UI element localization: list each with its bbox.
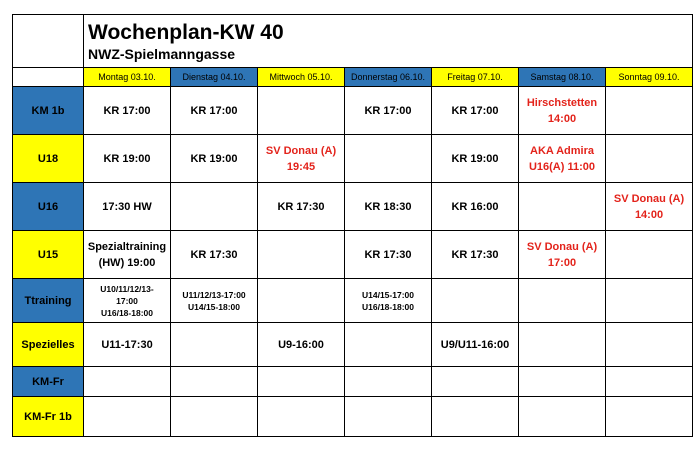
- cell-line: AKA Admira: [530, 144, 594, 157]
- title-row: [13, 15, 693, 68]
- schedule-cell: [519, 183, 606, 231]
- schedule-cell: [432, 397, 519, 437]
- schedule-cell: KR 17:30: [171, 231, 258, 279]
- schedule-cell: KR 18:30: [345, 183, 432, 231]
- schedule-cell: KR 17:30: [258, 183, 345, 231]
- day-header-4: Donnerstag 06.10.: [345, 68, 432, 87]
- cell-line: 14:00: [634, 208, 664, 221]
- schedule-cell: [606, 323, 693, 367]
- schedule-cell: [345, 397, 432, 437]
- day-header-row: [13, 68, 693, 87]
- row-label: KM-Fr: [13, 367, 84, 397]
- page-title: Wochenplan-KW 40: [88, 21, 284, 44]
- schedule-cell: [258, 135, 345, 183]
- schedule-cell: [519, 397, 606, 437]
- day-header-5: Freitag 07.10.: [432, 68, 519, 87]
- schedule-cell: KR 17:30: [432, 231, 519, 279]
- schedule-cell: KR 17:00: [84, 87, 171, 135]
- cell-line: U11/12/13-17:00: [182, 289, 246, 300]
- schedule-cell: 17:30 HW: [84, 183, 171, 231]
- cell-line: U10/11/12/13-: [100, 283, 154, 294]
- schedule-cell: [258, 231, 345, 279]
- schedule-cell: [606, 397, 693, 437]
- schedule-cell: KR 17:00: [432, 87, 519, 135]
- schedule-cell: [84, 231, 171, 279]
- schedule-cell: U11-17:30: [84, 323, 171, 367]
- row-label: KM 1b: [13, 87, 84, 135]
- schedule-cell: [606, 279, 693, 323]
- cell-line: (HW) 19:00: [98, 256, 156, 269]
- schedule-cell: KR 17:00: [171, 87, 258, 135]
- day-header-7: Sonntag 09.10.: [606, 68, 693, 87]
- schedule-cell: [519, 231, 606, 279]
- schedule-row: [13, 135, 693, 183]
- schedule-cell: [606, 87, 693, 135]
- schedule-row: [13, 231, 693, 279]
- cell-line: U14/15-18:00: [188, 301, 240, 312]
- day-header-3: Mittwoch 05.10.: [258, 68, 345, 87]
- schedule-row: [13, 279, 693, 323]
- schedule-cell: [519, 135, 606, 183]
- schedule-cell: KR 17:00: [345, 87, 432, 135]
- cell-line: Hirschstetten: [526, 96, 598, 109]
- day-header-corner: [13, 68, 84, 87]
- row-label: Ttraining: [13, 279, 84, 323]
- day-header-2: Dienstag 04.10.: [171, 68, 258, 87]
- cell-line: U16/18-18:00: [362, 301, 414, 312]
- schedule-row: [13, 323, 693, 367]
- schedule-cell: [258, 87, 345, 135]
- day-header-1: Montag 03.10.: [84, 68, 171, 87]
- cell-line: Spezialtraining: [87, 240, 167, 253]
- schedule-cell: [171, 279, 258, 323]
- day-header-6: Samstag 08.10.: [519, 68, 606, 87]
- cell-line: U14/15-17:00: [362, 289, 414, 300]
- schedule-cell: [84, 279, 171, 323]
- schedule-cell: KR 19:00: [432, 135, 519, 183]
- cell-line: SV Donau (A): [265, 144, 337, 157]
- page-subtitle: NWZ-Spielmanngasse: [88, 46, 236, 62]
- schedule-row: [13, 87, 693, 135]
- schedule-cell: [171, 183, 258, 231]
- schedule-cell: [606, 231, 693, 279]
- schedule-cell: [519, 367, 606, 397]
- schedule-cell: U9-16:00: [258, 323, 345, 367]
- row-label: U16: [13, 183, 84, 231]
- title-cell: [84, 15, 693, 68]
- schedule-cell: [171, 323, 258, 367]
- schedule-cell: [432, 367, 519, 397]
- cell-line: 14:00: [547, 112, 577, 125]
- schedule-cell: [345, 279, 432, 323]
- schedule-cell: [519, 87, 606, 135]
- cell-line: 17:00: [116, 295, 138, 306]
- schedule-cell: [606, 135, 693, 183]
- schedule-cell: KR 17:30: [345, 231, 432, 279]
- schedule-cell: [345, 323, 432, 367]
- title-corner-cell: [13, 15, 84, 68]
- schedule-cell: [258, 397, 345, 437]
- schedule-cell: [432, 279, 519, 323]
- weekly-schedule-table: [12, 14, 693, 437]
- schedule-cell: KR 19:00: [84, 135, 171, 183]
- schedule-row: [13, 367, 693, 397]
- schedule-cell: [171, 367, 258, 397]
- schedule-cell: KR 19:00: [171, 135, 258, 183]
- cell-line: 17:00: [547, 256, 577, 269]
- cell-line: U16(A) 11:00: [528, 160, 596, 173]
- cell-line: U16/18-18:00: [101, 307, 153, 318]
- schedule-cell: KR 16:00: [432, 183, 519, 231]
- schedule-cell: [519, 323, 606, 367]
- schedule-cell: [84, 367, 171, 397]
- row-label: KM-Fr 1b: [13, 397, 84, 437]
- schedule-cell: U9/U11-16:00: [432, 323, 519, 367]
- schedule-cell: [345, 367, 432, 397]
- schedule-cell: [606, 367, 693, 397]
- schedule-cell: [519, 279, 606, 323]
- cell-line: SV Donau (A): [526, 240, 598, 253]
- row-label: U18: [13, 135, 84, 183]
- schedule-row: [13, 183, 693, 231]
- schedule-cell: [171, 397, 258, 437]
- schedule-cell: [258, 279, 345, 323]
- schedule-cell: [84, 397, 171, 437]
- schedule-cell: [258, 367, 345, 397]
- row-label: Spezielles: [13, 323, 84, 367]
- schedule-cell: [345, 135, 432, 183]
- cell-line: SV Donau (A): [613, 192, 685, 205]
- cell-line: 19:45: [286, 160, 316, 173]
- schedule-row: [13, 397, 693, 437]
- row-label: U15: [13, 231, 84, 279]
- schedule-cell: [606, 183, 693, 231]
